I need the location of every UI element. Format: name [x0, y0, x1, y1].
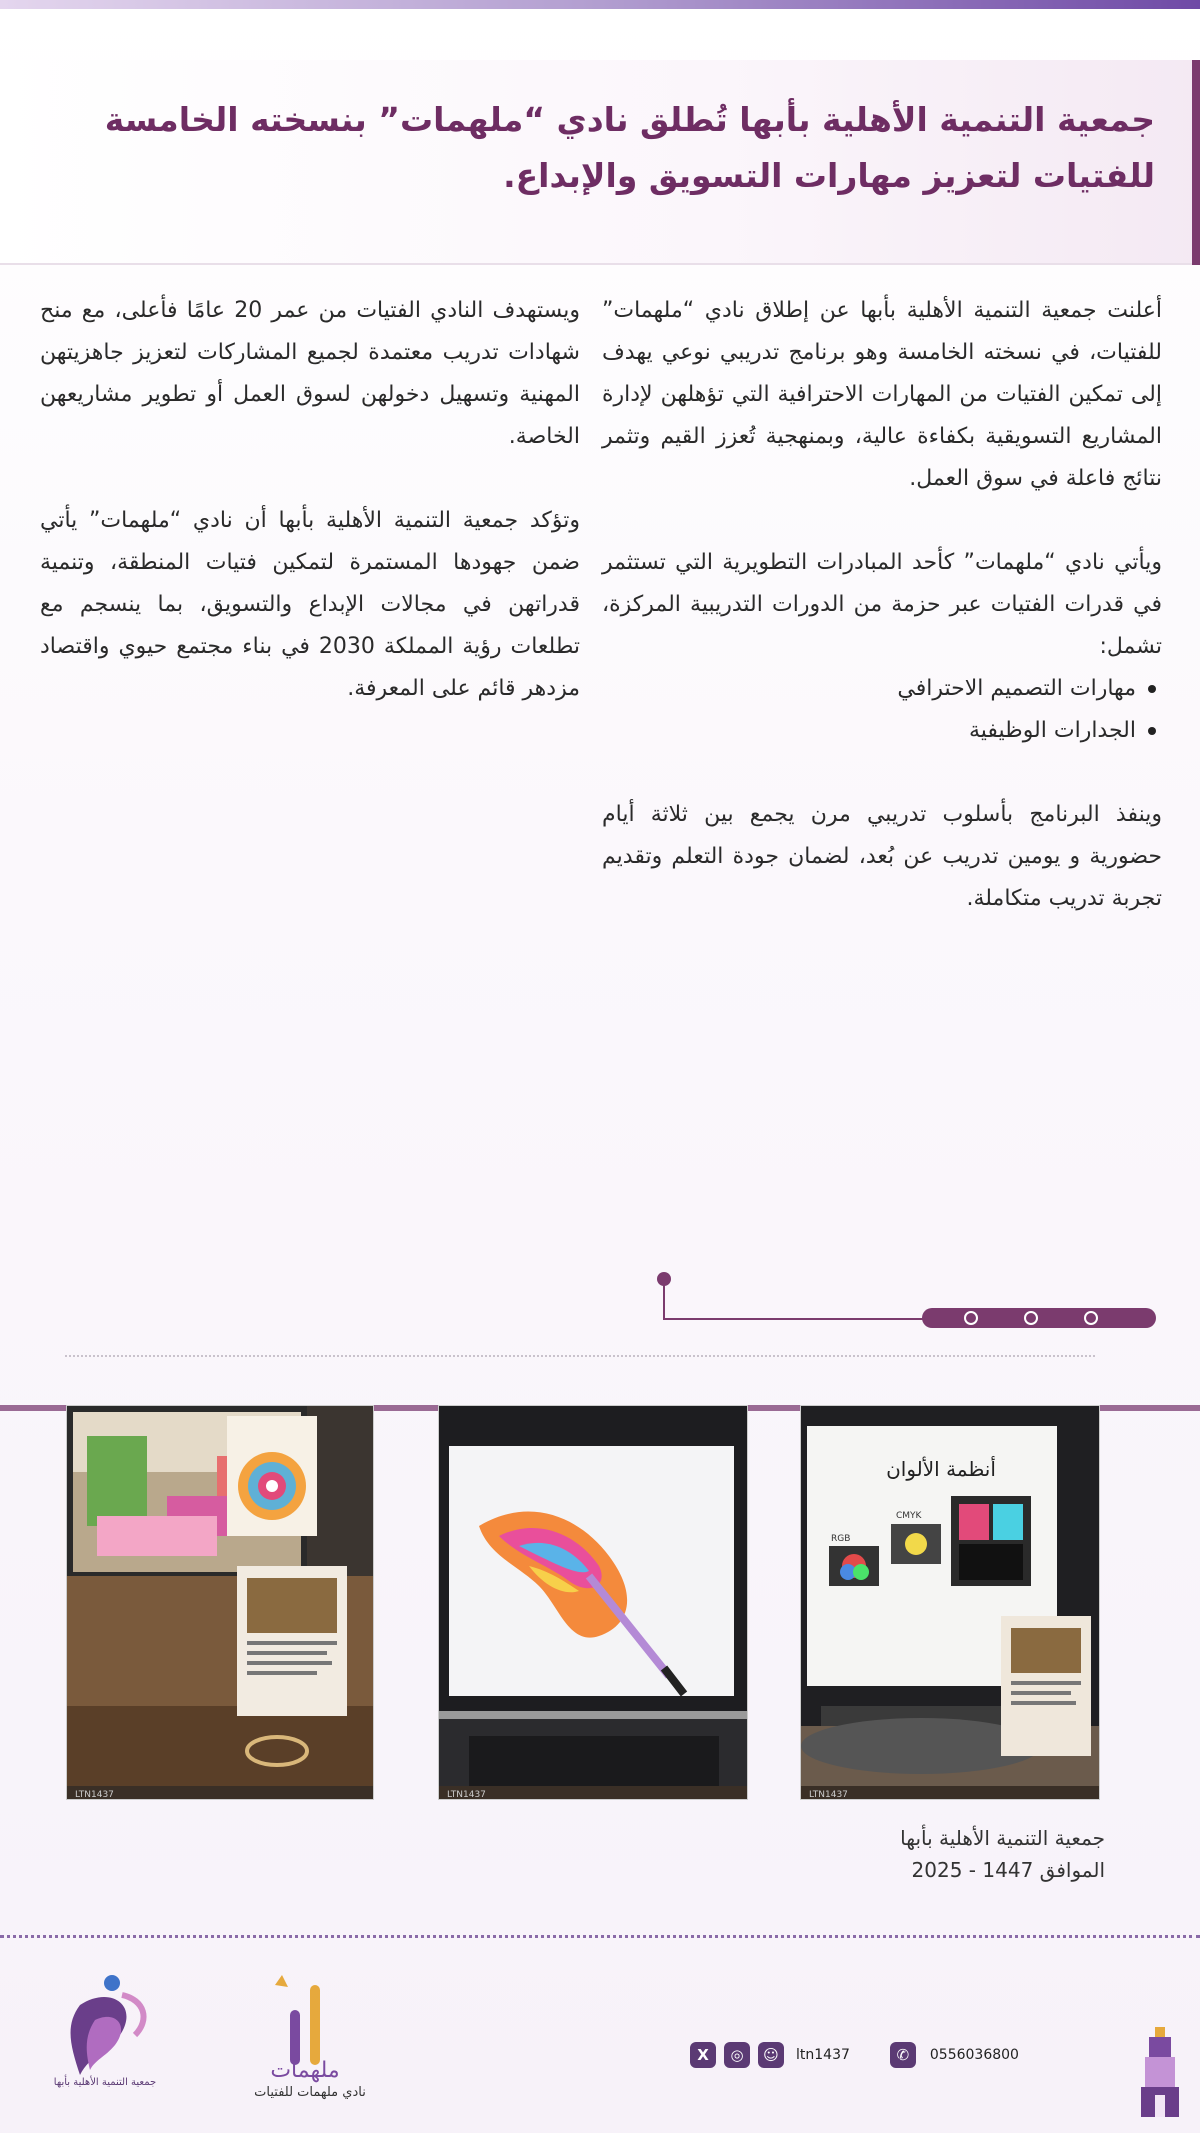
decor-pill	[922, 1308, 1156, 1328]
instagram-icon[interactable]: ◎	[724, 2042, 750, 2068]
caption-organization: جمعية التنمية الأهلية بأبها	[900, 1826, 1105, 1850]
paragraph-announcement: أعلنت جمعية التنمية الأهلية بأبها عن إطلاق نادي “ملهمات” للفتيات، في نسخته الخامسة وهو برنامج تدريبي نوعي يهدف إلى تمكين الفتيات من المهارات الاحترافية التي تؤهلهن لإدارة المشاريع التسويقية بكفاءة عالية، وبمنهجية تُعزز القيم وتثمر نتائج فاعلة في سوق العمل.	[602, 298, 1162, 491]
slide-title: أنظمة الألوان	[886, 1457, 996, 1481]
footer	[0, 1945, 1200, 2133]
social-handle[interactable]: ltn1437	[796, 2047, 850, 2063]
decor-ring	[1024, 1311, 1038, 1325]
paragraph-target: ويستهدف النادي الفتيات من عمر 20 عامًا فأعلى، مع منح شهادات تدريب معتمدة لجميع المشاركات لتعزيز جاهزيتهن المهنية وتسهيل دخولهن لسوق العمل أو تطوير مشاريعهن الخاصة.	[40, 298, 581, 449]
article-column-right	[602, 290, 1162, 962]
photo-watermark: LTN1437	[809, 1790, 848, 1800]
slide-cmyk-label: CMYK	[896, 1511, 922, 1521]
photo-watermark: LTN1437	[447, 1790, 486, 1800]
photo-color-wheel	[66, 1405, 374, 1800]
whatsapp-icon[interactable]: ✆	[890, 2042, 916, 2068]
club-logo-text: نادي ملهمات للفتيات	[254, 2085, 366, 2100]
phone-number[interactable]: 0556036800	[929, 2047, 1019, 2063]
photo-watermark: LTN1437	[75, 1790, 114, 1800]
title-accent-bar	[1192, 60, 1200, 265]
paragraph-initiative: ويأتي نادي “ملهمات” كأحد المبادرات التطويرية التي تستثمر في قدرات الفتيات عبر حزمة من الدورات التدريبية المركزة، تشمل:	[602, 550, 1162, 659]
club-logo	[250, 1965, 360, 2085]
top-gradient-bar	[0, 0, 1200, 9]
page-title: جمعية التنمية الأهلية بأبها تُطلق نادي “ملهمات” بنسخته الخامسة للفتيات لتعزيز مهارات التسويق والإبداع.	[104, 100, 1155, 195]
snapchat-icon[interactable]: ☺	[758, 2042, 784, 2068]
decor-line-vertical	[663, 1280, 665, 1320]
decor-line-horizontal	[663, 1318, 931, 1320]
photo-caption	[705, 1822, 1105, 1886]
paragraph-program-format: وينفذ البرنامج بأسلوب تدريبي مرن يجمع بين ثلاثة أيام حضورية و يومين تدريب عن بُعد، لضمان جودة التعلم وتقديم تجربة تدريب متكاملة.	[602, 802, 1162, 911]
section-divider	[65, 1355, 1095, 1357]
footer-divider	[0, 1935, 1200, 1938]
list-item: مهارات التصميم الاحترافي	[602, 668, 1162, 710]
article-column-left	[40, 290, 580, 752]
club-logo-word: ملهمات	[270, 2058, 340, 2083]
caption-date: الموافق 1447 - 2025	[911, 1858, 1105, 1882]
paragraph-vision: وتؤكد جمعية التنمية الأهلية بأبها أن نادي “ملهمات” يأتي ضمن جهودها المستمرة لتمكين فتيات المنطقة، وتنمية قدراتهن في مجالات الإبداع والتسويق، بما ينسجم مع تطلعات رؤية المملكة 2030 في بناء مجتمع حيوي واقتصاد مزدهر قائم على المعرفة.	[40, 508, 580, 701]
photo-color-systems-slide	[800, 1405, 1100, 1800]
slide-rgb-label: RGB	[831, 1534, 851, 1544]
list-item: الجدارات الوظيفية	[602, 710, 1162, 752]
decor-ring	[964, 1311, 978, 1325]
photo-brush-monitor	[438, 1405, 748, 1800]
association-logo-text: جمعية التنمية الأهلية بأبها	[53, 2077, 157, 2088]
decor-ring	[1084, 1311, 1098, 1325]
courses-list	[602, 668, 1162, 752]
social-links	[690, 2040, 1019, 2070]
tower-logo	[1135, 2025, 1185, 2120]
x-icon[interactable]: X	[690, 2042, 716, 2068]
